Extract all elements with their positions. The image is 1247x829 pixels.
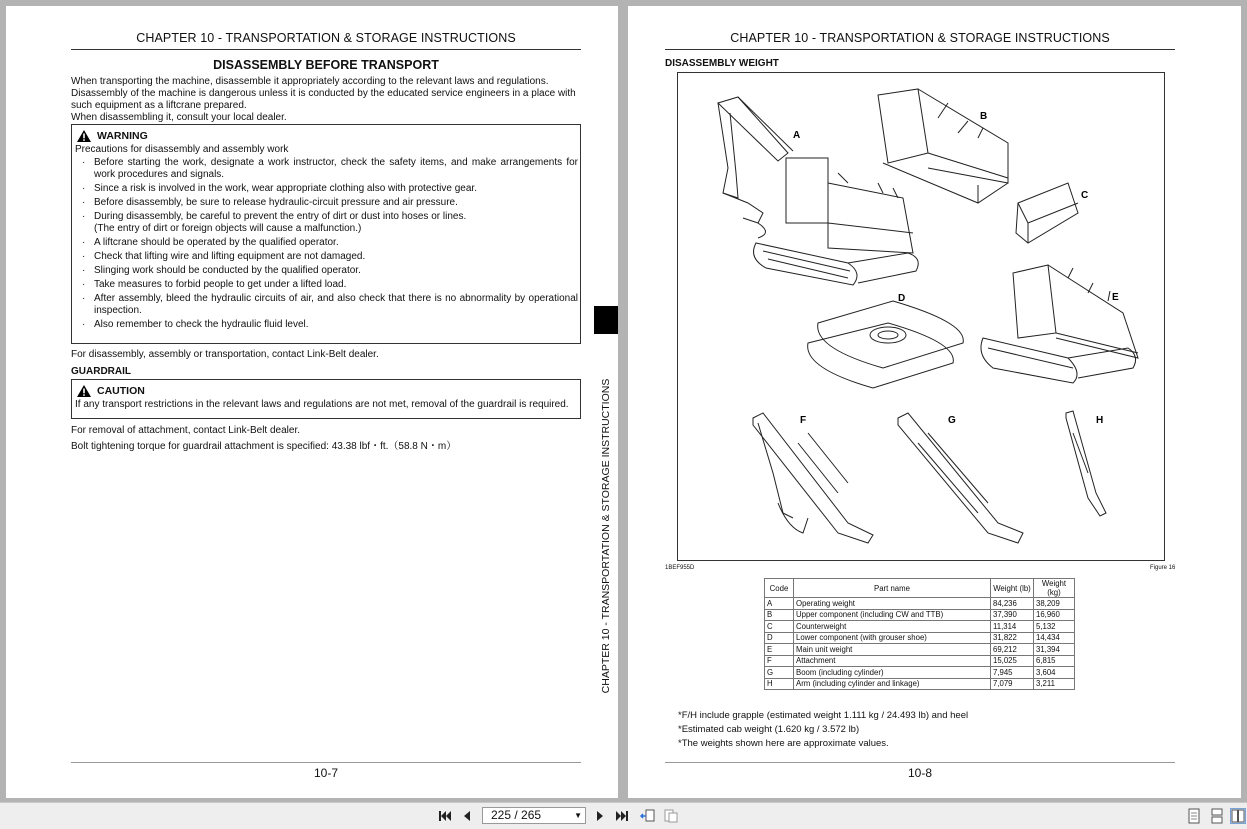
warning-label: WARNING (97, 130, 148, 142)
figure-label: H (1096, 415, 1104, 426)
chapter-header: CHAPTER 10 - TRANSPORTATION & STORAGE INSTRUCTIONS (136, 31, 516, 45)
figure-label: B (980, 111, 988, 122)
table-row (765, 609, 1075, 621)
guardrail-heading: GUARDRAIL (71, 366, 131, 377)
column-header: Weight (kg) (1034, 579, 1075, 598)
torque-text: Bolt tightening torque for guardrail attachment is specified: 43.38 lbf・ft.（58.8 N・m） (71, 441, 457, 452)
page-number: 10-8 (907, 766, 933, 780)
warning-item: · During disassembly, be careful to prevent the entry of dirt or dust into hoses or lines. (The entry of dirt or foreign objects will cause a malfunction.) (72, 211, 580, 235)
section-heading: DISASSEMBLY WEIGHT (665, 58, 779, 69)
figure-label: D (898, 293, 906, 304)
warning-icon (77, 130, 91, 142)
boom-drawing (898, 413, 1023, 543)
intro-line: Disassembly of the machine is dangerous unless it is conducted by the educated service engineers in a place with such equipment as a liftcrane prepared. (71, 88, 576, 111)
weight-table (764, 578, 1075, 690)
go-back-icon (640, 808, 656, 824)
note-text: *Estimated cab weight (1.620 kg / 3.572 lb) (678, 724, 860, 735)
table-cell: Counterweight (794, 621, 991, 633)
table-cell: 37,390 (991, 609, 1034, 621)
figure-number: Figure 16 (1150, 565, 1176, 571)
figure-label: E (1112, 292, 1119, 303)
first-page-icon (438, 810, 452, 822)
caution-header (77, 385, 580, 397)
note-text: *F/H include grapple (estimated weight 1.111 kg / 24.493 lb) and heel (678, 710, 969, 721)
table-row (765, 655, 1075, 667)
warning-item: · Check that lifting wire and lifting equipment are not damaged. (72, 251, 580, 263)
continuous-page-icon (1211, 808, 1223, 824)
warning-item: · Take measures to forbid people to get under a lifted load. (72, 279, 580, 291)
table-cell: 31,822 (991, 632, 1034, 644)
table-row (765, 598, 1075, 610)
table-cell: 16,960 (1034, 609, 1075, 621)
lower-component-drawing (808, 301, 964, 388)
column-header: Weight (lb) (991, 579, 1034, 598)
caution-icon (77, 385, 91, 397)
attachment-contact-text: For removal of attachment, contact Link-Belt dealer. (71, 425, 300, 436)
warning-item: · Before starting the work, designate a work instructor, check the safety items, and make arrangements for work procedures and signals. (72, 157, 580, 181)
two-page-icon (1231, 809, 1245, 823)
go-forward-button[interactable] (663, 808, 679, 824)
viewer-toolbar (0, 802, 1247, 829)
intro-line: When transporting the machine, disassemble it appropriately according to the relevant laws and regulations. (71, 76, 549, 87)
table-cell: 14,434 (1034, 632, 1075, 644)
warning-box (71, 124, 581, 344)
chapter-side-tab (594, 306, 618, 734)
caution-text: If any transport restrictions in the relevant laws and regulations are not met, removal of the guardrail is required. (75, 399, 569, 410)
caution-box (71, 379, 581, 419)
operating-machine-drawing (718, 97, 918, 285)
disassembly-figure (677, 72, 1165, 561)
table-cell: 69,212 (991, 644, 1034, 656)
table-cell: Operating weight (794, 598, 991, 610)
figure-id: 1BEF955D (665, 565, 695, 571)
table-cell: Arm (including cylinder and linkage) (794, 678, 991, 690)
figure-label: F (800, 415, 807, 426)
warning-lead: Precautions for disassembly and assembly work (75, 144, 289, 155)
previous-page-icon (462, 810, 472, 822)
footer-rule (665, 762, 1175, 763)
table-cell: 6,815 (1034, 655, 1075, 667)
chapter-header: CHAPTER 10 - TRANSPORTATION & STORAGE INSTRUCTIONS (730, 31, 1110, 45)
intro-text (71, 76, 581, 124)
figure-label: A (793, 130, 801, 141)
dropdown-arrow-icon: ▼ (574, 811, 582, 820)
warning-list (72, 157, 580, 331)
warning-item: · A liftcrane should be operated by the qualified operator. (72, 237, 580, 249)
table-cell: 7,945 (991, 667, 1034, 679)
table-cell: 11,314 (991, 621, 1034, 633)
table-cell: B (765, 609, 794, 621)
side-tab-marker (594, 306, 618, 334)
table-cell: Main unit weight (794, 644, 991, 656)
table-cell: 3,604 (1034, 667, 1075, 679)
page-number-field[interactable] (482, 807, 586, 824)
warning-item: · Before disassembly, be sure to release hydraulic-circuit pressure and air pressure. (72, 197, 580, 209)
table-cell: E (765, 644, 794, 656)
caution-label: CAUTION (97, 385, 145, 397)
column-header: Part name (794, 579, 991, 598)
table-row (765, 667, 1075, 679)
previous-page-button[interactable] (459, 808, 475, 824)
single-page-icon (1188, 808, 1200, 824)
page-indicator: 225 / 265 (491, 808, 542, 822)
header-rule (665, 49, 1175, 50)
table-cell: 5,132 (1034, 621, 1075, 633)
next-page-button[interactable] (592, 808, 608, 824)
note-text: *The weights shown here are approximate values. (678, 738, 889, 749)
arm-drawing (1066, 411, 1106, 516)
page-number: 10-7 (313, 766, 339, 780)
figure-label: G (948, 415, 956, 426)
warning-item: · Since a risk is involved in the work, wear appropriate clothing also with protective gear. (72, 183, 580, 195)
machine-illustration (678, 73, 1164, 560)
header-rule (71, 49, 581, 50)
table-cell: 84,236 (991, 598, 1034, 610)
table-cell: Lower component (with grouser shoe) (794, 632, 991, 644)
go-back-button[interactable] (640, 808, 656, 824)
table-cell: A (765, 598, 794, 610)
table-cell: 15,025 (991, 655, 1034, 667)
go-forward-icon (663, 808, 679, 824)
single-page-view-button[interactable] (1186, 808, 1202, 824)
table-cell: Boom (including cylinder) (794, 667, 991, 679)
table-row (765, 621, 1075, 633)
table-row (765, 632, 1075, 644)
table-cell: Attachment (794, 655, 991, 667)
footer-rule (71, 762, 581, 763)
counterweight-drawing (1016, 183, 1078, 243)
last-page-button[interactable] (614, 808, 630, 824)
intro-line: When disassembling it, consult your local dealer. (71, 112, 287, 123)
right-page (628, 6, 1241, 798)
left-page (6, 6, 618, 798)
table-cell: D (765, 632, 794, 644)
section-title: DISASSEMBLY BEFORE TRANSPORT (213, 58, 439, 72)
table-row (765, 678, 1075, 690)
continuous-view-button[interactable] (1209, 808, 1225, 824)
contact-text: For disassembly, assembly or transportation, contact Link-Belt dealer. (71, 349, 379, 360)
table-row (765, 644, 1075, 656)
two-page-view-button[interactable] (1230, 808, 1246, 824)
warning-item: · Also remember to check the hydraulic fluid level. (72, 319, 580, 331)
warning-header (77, 130, 580, 142)
first-page-button[interactable] (437, 808, 453, 824)
upper-component-drawing (878, 89, 1008, 203)
figure-label: C (1081, 190, 1089, 201)
table-cell: 3,211 (1034, 678, 1075, 690)
table-cell: G (765, 667, 794, 679)
table-cell: Upper component (including CW and TTB) (794, 609, 991, 621)
table-header-row (765, 579, 1075, 598)
next-page-icon (595, 810, 605, 822)
table-cell: H (765, 678, 794, 690)
table-cell: 7,079 (991, 678, 1034, 690)
side-tab-label: CHAPTER 10 - TRANSPORTATION & STORAGE INSTRUCTIONS (600, 378, 612, 694)
table-cell: F (765, 655, 794, 667)
table-cell: C (765, 621, 794, 633)
column-header: Code (765, 579, 794, 598)
attachment-drawing (753, 413, 873, 543)
table-cell: 38,209 (1034, 598, 1075, 610)
last-page-icon (615, 810, 629, 822)
warning-item: · After assembly, bleed the hydraulic circuits of air, and also check that there is no abnormality by operational inspection. (72, 293, 580, 317)
warning-item: · Slinging work should be conducted by the qualified operator. (72, 265, 580, 277)
table-cell: 31,394 (1034, 644, 1075, 656)
main-unit-drawing (981, 265, 1138, 383)
